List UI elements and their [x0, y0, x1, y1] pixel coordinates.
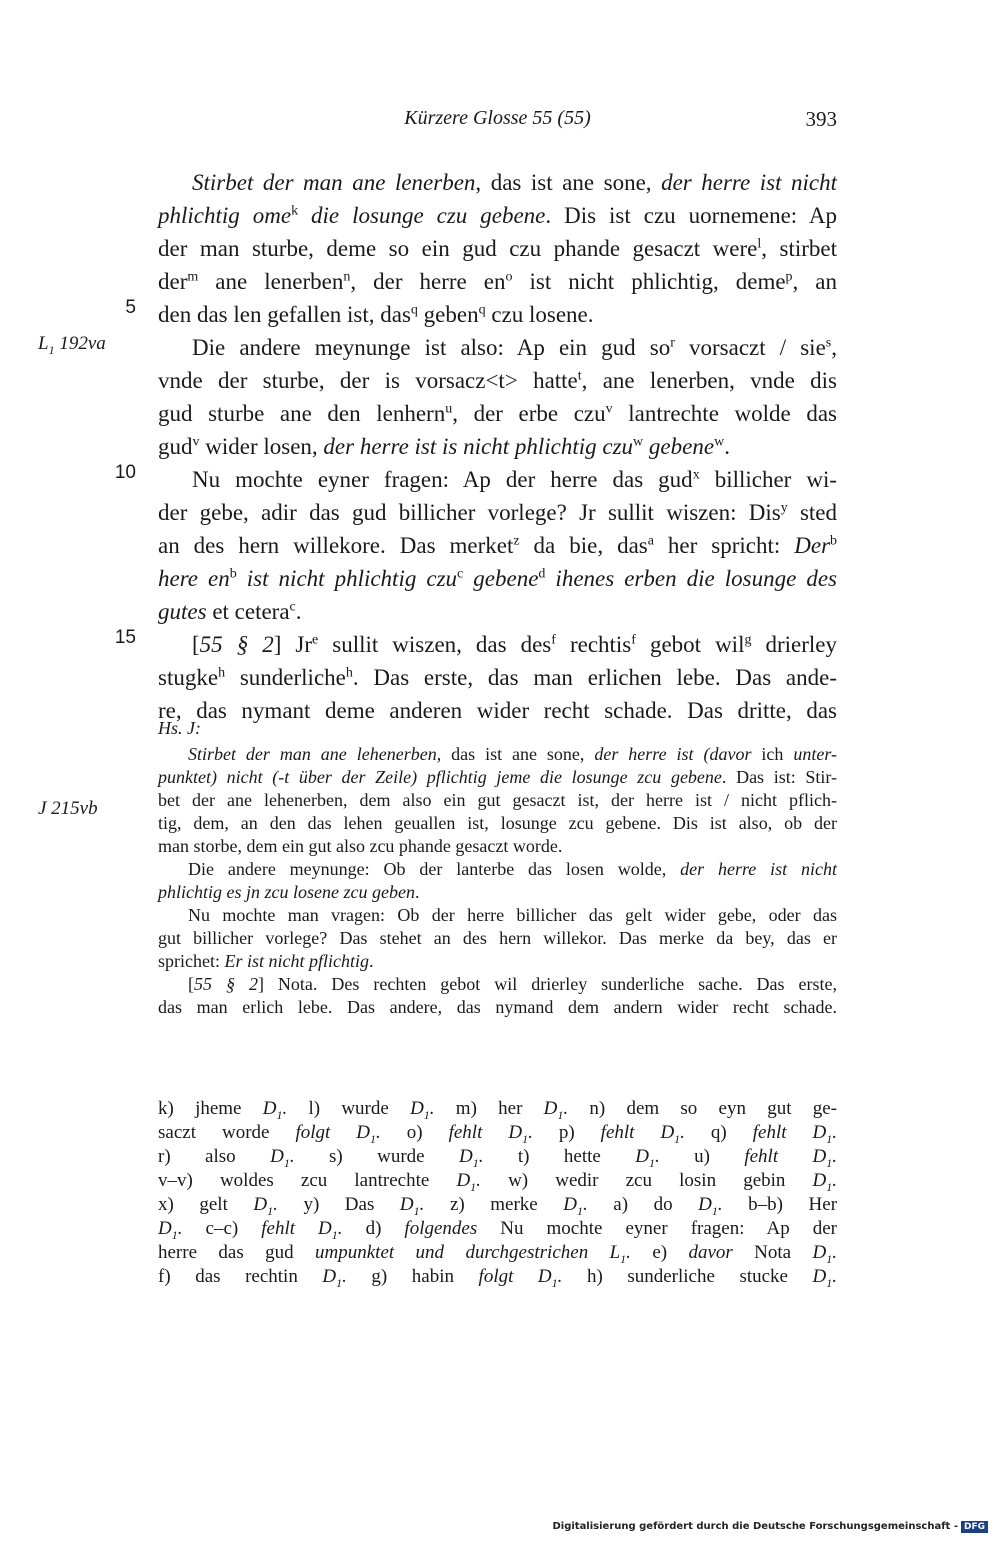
line-number-5: 5 — [125, 297, 136, 318]
note-line: saczt worde folgt $D_1$. o) fehlt $D_1$. p) fehlt $D_1$. q) fehlt $D_1$. — [158, 1122, 837, 1146]
text-line: phlichtig es jn zcu losene zcu geben. — [158, 882, 420, 902]
text-line: Die andere meynunge: Ob der lanterbe das losen wolde, der herre ist nicht — [188, 859, 838, 879]
margin-note-l1: $L_1$ 192va — [38, 333, 106, 357]
text-line: man storbe, dem ein gut also zcu phande gesaczt worde. — [158, 836, 563, 856]
text-line: Stirbet der man ane lehenerben, das ist ane sone, der herre ist (davor ich unter- — [188, 744, 837, 764]
note-line: f) das rechtin $D_1$. g) habin folgt $D_1$. h) sunderliche stucke $D_1$. — [158, 1266, 838, 1290]
text-line: der man sturbe, deme so ein gud czu phande gesaczt were$^l$, stirbet — [158, 236, 837, 261]
text-line: Nu mochte eyner fragen: Ap der herre das gud$^x$ billicher wi- — [192, 467, 837, 492]
page-number: 393 — [805, 107, 837, 131]
text-line: re, das nymant deme anderen wider recht schade. Das dritte, das — [158, 698, 837, 723]
text-line: [55 § 2] Jr$^e$ sullit wiszen, das des$^f$ rechtis$^f$ gebot wil$^g$ drierley — [192, 632, 838, 657]
funding-text: Digitalisierung gefördert durch die Deutsche Forschungsgemeinschaft - — [552, 1521, 958, 1532]
text-line: bet der ane lehenerben, dem also ein gut gesaczt ist, der herre ist / nicht pflich- — [158, 790, 837, 810]
text-line: tig, dem, an den das lehen geuallen ist, losunge zcu gebene. Dis ist also, ob der — [158, 813, 837, 833]
note-line: k) jheme $D_1$. l) wurde $D_1$. m) her $D_1$. n) dem so eyn gut ge- — [158, 1098, 838, 1122]
text-line: der$^m$ ane lenerben$^n$, der herre $en^o$ ist nicht phlichtig, deme$^p$, an — [158, 269, 838, 294]
funding-footer — [552, 1521, 988, 1532]
text-line: vnde der sturbe, der is vorsacz<t> hatte$^t$, ane lenerben, vnde dis — [158, 368, 837, 393]
note-line: r) also $D_1$. s) wurde $D_1$. t) hette $D_1$. u) fehlt $D_1$. — [158, 1146, 837, 1170]
text-line: gud$^v$ wider losen, der herre ist is nicht phlichtig czu$^w$ gebene$^w$. — [158, 434, 730, 459]
text-line: das man erlich lebe. Das andere, das nymand dem andern wider recht schade. — [158, 997, 837, 1017]
running-header — [158, 107, 837, 137]
text-line: [55 § 2] Nota. Des rechten gebot wil drierley sunderliche sache. Das erste, — [188, 974, 838, 994]
text-line: der gebe, adir das gud billicher vorlege? Jr sullit wiszen: Dis$^y$ sted — [158, 500, 837, 525]
note-line: $D_1$. c–c) fehlt $D_1$. d) folgendes Nu mochte eyner fragen: Ap der — [158, 1218, 837, 1242]
text-line: phlichtig ome$^k$ die losunge czu gebene. Dis ist czu uornemene: Ap — [158, 203, 837, 228]
text-line: Nu mochte man vragen: Ob der herre billicher das gelt wider gebe, oder das — [188, 905, 837, 925]
margin-note-j: J 215vb — [38, 798, 98, 819]
note-line: x) gelt $D_1$. y) Das $D_1$. z) merke $D_1$. a) do $D_1$. b–b) Her — [158, 1194, 838, 1218]
text-line: Stirbet der man ane lenerben, das ist ane sone, der herre ist nicht — [192, 170, 838, 195]
manuscript-label: Hs. J: — [158, 718, 201, 738]
text-line: den das len gefallen ist, das$^q$ geben$^q$ czu losene. — [158, 302, 594, 327]
line-number-15: 15 — [114, 627, 136, 648]
dfg-logo: DFG — [961, 1521, 988, 1533]
note-line: herre das gud umpunktet und durchgestrichen $L_1$. e) davor Nota $D_1$. — [158, 1242, 837, 1266]
note-line: v–v) woldes zcu lantrechte $D_1$. w) wedir zcu losin gebin $D_1$. — [158, 1170, 838, 1194]
text-line: Die andere meynunge ist also: Ap ein gud $so^r$ vorsaczt / sie$^s$, — [192, 335, 837, 360]
line-number-10: 10 — [114, 462, 136, 483]
text-line: stugke$^h$ sunderliche$^h$. Das erste, das man erlichen lebe. Das ande- — [158, 665, 837, 690]
text-line: here $en^b$ ist nicht phlichtig czu$^c$ gebene$^d$ ihenes erben die losunge des — [158, 566, 837, 591]
text-line: an des hern willekore. Das merket$^z$ da bie, das$^a$ her spricht: Der$^b$ — [158, 533, 838, 558]
text-line: punktet) nicht (-t über der Zeile) pflichtig jeme die losunge zcu gebene. Das ist: Stir- — [158, 767, 837, 787]
text-line: sprichet: Er ist nicht pflichtig. — [158, 951, 374, 971]
text-line: gut billicher vorlege? Das stehet an des hern willekor. Das merke da bey, das er — [158, 928, 837, 948]
text-line: gud sturbe ane den lenhern$^u$, der erbe czu$^v$ lantrechte wolde das — [158, 401, 837, 426]
text-line: gutes et cetera$^c$. — [158, 599, 302, 624]
running-title: Kürzere Glosse 55 (55) — [404, 107, 591, 129]
